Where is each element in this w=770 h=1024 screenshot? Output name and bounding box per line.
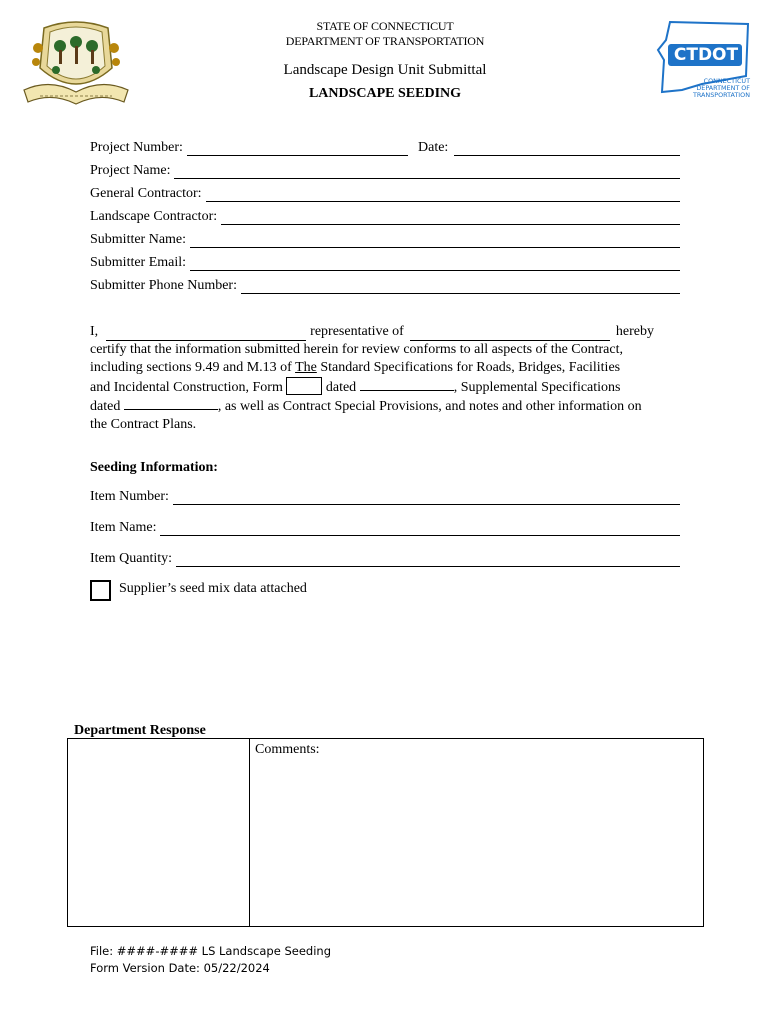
supplemental-date-blank[interactable] xyxy=(124,397,218,410)
submitter-email-line[interactable] xyxy=(190,256,680,271)
submitter-email-label: Submitter Email: xyxy=(90,255,187,270)
general-contractor-line[interactable] xyxy=(206,187,680,202)
date-line[interactable] xyxy=(454,141,680,156)
date-label: Date: xyxy=(418,140,449,155)
submitter-name-line[interactable] xyxy=(190,233,680,248)
state-name: STATE OF CONNECTICUT xyxy=(316,19,454,33)
landscape-contractor-field[interactable] xyxy=(90,209,680,225)
certification-paragraph xyxy=(90,323,680,434)
landscape-contractor-line[interactable] xyxy=(221,210,680,225)
project-number-field[interactable] xyxy=(90,140,408,156)
item-number-line[interactable] xyxy=(173,490,680,505)
cert-i: I, xyxy=(90,324,99,339)
submitter-phone-field[interactable] xyxy=(90,278,680,294)
form-number-box[interactable] xyxy=(286,377,322,395)
seed-mix-checkbox-label: Supplier’s seed mix data attached xyxy=(119,581,307,596)
submitter-email-field[interactable] xyxy=(90,255,680,271)
date-field[interactable] xyxy=(418,140,680,156)
item-number-label: Item Number: xyxy=(90,489,169,504)
footer-file: File: ####-#### LS Landscape Seeding xyxy=(90,944,331,958)
landscape-contractor-label: Landscape Contractor: xyxy=(90,209,218,224)
comments-label: Comments: xyxy=(255,742,320,757)
cert-line-5-post: , as well as Contract Special Provisions, and notes and other information on xyxy=(217,399,642,414)
cert-line-4-post: , Supplemental Specifications xyxy=(453,380,621,395)
project-number-label: Project Number: xyxy=(90,140,183,155)
standard-specs-link[interactable]: The xyxy=(295,360,317,375)
project-name-label: Project Name: xyxy=(90,163,171,178)
submitter-name-label: Submitter Name: xyxy=(90,232,187,247)
submitter-phone-label: Submitter Phone Number: xyxy=(90,278,237,293)
cert-line-4-dated: dated xyxy=(325,380,357,395)
cert-line-4-pre: and Incidental Construction, Form xyxy=(90,380,283,395)
company-name-blank[interactable] xyxy=(410,328,610,341)
department-response-table xyxy=(67,738,704,927)
item-quantity-line[interactable] xyxy=(176,552,680,567)
seeding-heading: Seeding Information: xyxy=(90,460,218,475)
cert-line-1 xyxy=(90,323,680,341)
footer-version: Form Version Date: 05/22/2024 xyxy=(90,961,270,975)
comments-area[interactable] xyxy=(250,759,702,925)
cert-line-6: the Contract Plans. xyxy=(90,417,197,432)
form-date-blank[interactable] xyxy=(360,378,454,391)
submitter-phone-line[interactable] xyxy=(241,279,680,294)
cert-line-5-pre: dated xyxy=(90,399,121,414)
project-name-field[interactable] xyxy=(90,163,680,179)
cert-line-3-post: Standard Specifications for Roads, Bridges, Facilities xyxy=(316,360,621,375)
cert-line-5 xyxy=(90,397,680,416)
item-name-field[interactable] xyxy=(90,520,680,536)
ctdot-logo-subtext: CONNECTICUT DEPARTMENT OF TRANSPORTATION xyxy=(692,77,750,99)
item-name-label: Item Name: xyxy=(90,520,157,535)
general-contractor-field[interactable] xyxy=(90,186,680,202)
department-response-heading: Department Response xyxy=(74,723,206,738)
ctdot-logo-text: CTDOT xyxy=(673,45,739,65)
item-name-line[interactable] xyxy=(160,521,680,536)
project-name-line[interactable] xyxy=(174,164,680,179)
seed-mix-checkbox[interactable] xyxy=(90,580,111,601)
submitter-name-field[interactable] xyxy=(90,232,680,248)
cert-line-3 xyxy=(90,359,680,377)
cert-line-4 xyxy=(90,377,680,397)
representative-name-blank[interactable] xyxy=(106,328,306,341)
item-number-field[interactable] xyxy=(90,489,680,505)
state-seal-logo xyxy=(20,18,132,114)
department-name: DEPARTMENT OF TRANSPORTATION xyxy=(285,34,485,48)
ctdot-logo xyxy=(656,20,750,100)
form-title: LANDSCAPE SEEDING xyxy=(308,86,462,101)
item-quantity-field[interactable] xyxy=(90,551,680,567)
general-contractor-label: General Contractor: xyxy=(90,186,202,201)
unit-title: Landscape Design Unit Submittal xyxy=(283,62,487,78)
project-number-line[interactable] xyxy=(187,141,408,156)
cert-representative-of: representative of xyxy=(310,324,404,339)
cert-line-3-pre: including sections 9.49 and M.13 of xyxy=(90,360,296,375)
cert-hereby: hereby xyxy=(615,324,654,339)
cert-line-2: certify that the information submitted herein for review conforms to all aspects of the Contract, xyxy=(90,342,623,357)
response-left-cell[interactable] xyxy=(68,739,250,926)
item-quantity-label: Item Quantity: xyxy=(90,551,173,566)
